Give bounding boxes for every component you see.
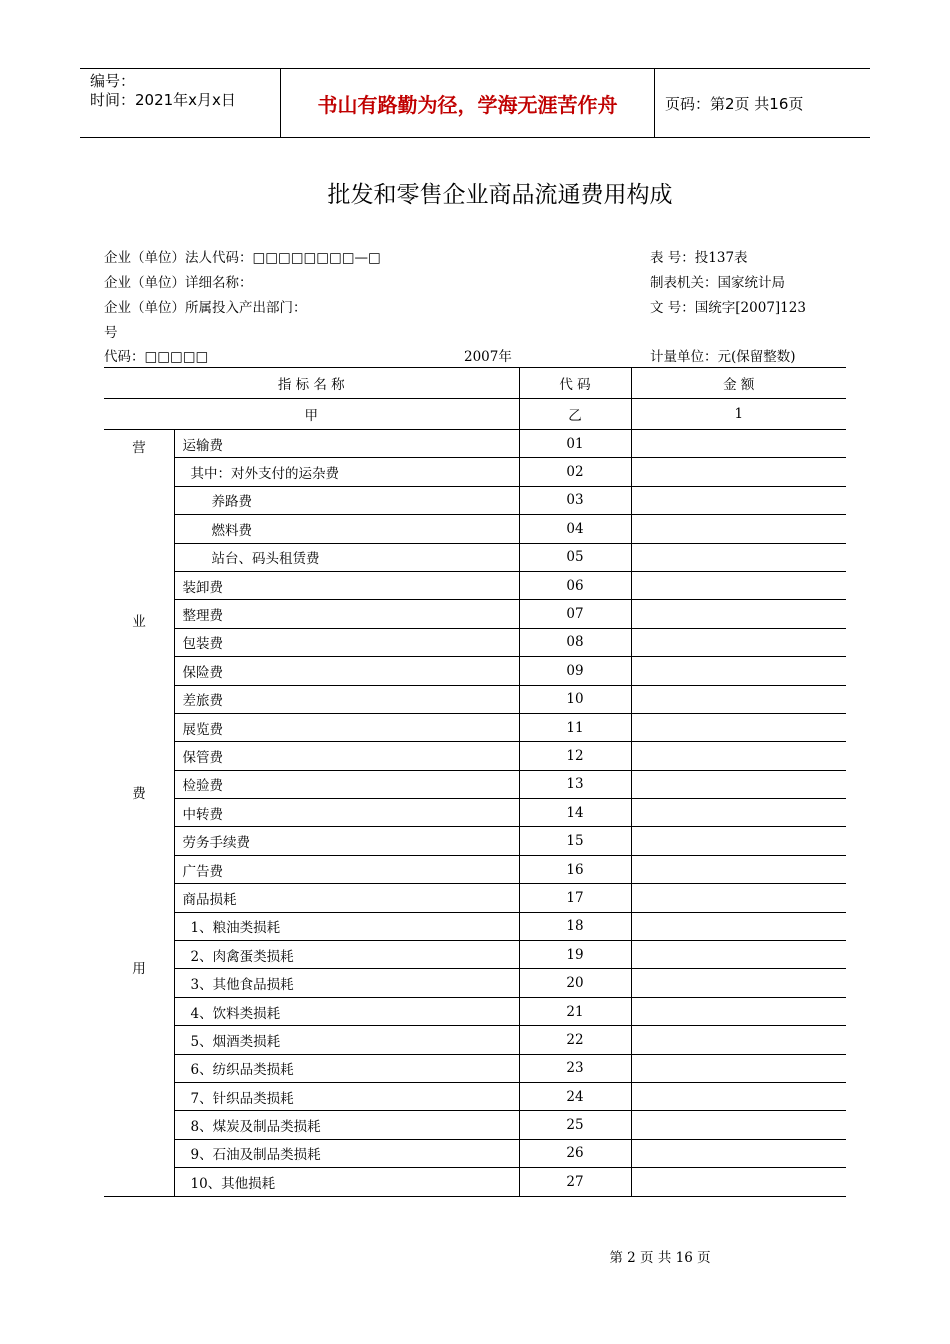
row-code: 16	[519, 855, 631, 883]
row-code: 24	[519, 1082, 631, 1110]
row-name: 劳务手续费	[174, 827, 519, 855]
row-name: 6、纺织品类损耗	[174, 1054, 519, 1082]
row-code: 20	[519, 969, 631, 997]
row-code: 13	[519, 770, 631, 798]
row-name: 燃料费	[174, 515, 519, 543]
row-code: 22	[519, 1026, 631, 1054]
row-amount[interactable]	[631, 571, 846, 599]
table-row	[104, 912, 846, 940]
row-amount[interactable]	[631, 458, 846, 486]
row-amount[interactable]	[631, 1082, 846, 1110]
legal-code: 企业（单位）法人代码：□□□□□□□□—□	[104, 250, 381, 266]
row-name: 差旅费	[174, 685, 519, 713]
table-row	[104, 600, 846, 628]
row-amount[interactable]	[631, 685, 846, 713]
row-amount[interactable]	[631, 1111, 846, 1139]
document-header	[80, 68, 870, 138]
row-name: 保险费	[174, 657, 519, 685]
table-row	[104, 430, 846, 458]
table-row	[104, 1111, 846, 1139]
row-name: 商品损耗	[174, 884, 519, 912]
row-code: 04	[519, 515, 631, 543]
table-row	[104, 571, 846, 599]
number-label: 编号：	[90, 72, 136, 90]
table-row	[104, 941, 846, 969]
page-title: 批发和零售企业商品流通费用构成	[327, 182, 673, 208]
category-char: 业	[132, 614, 146, 630]
row-name: 9、石油及制品类损耗	[174, 1139, 519, 1167]
document-number: 文 号：国统字[2007]123	[650, 300, 806, 316]
row-code: 05	[519, 543, 631, 571]
row-amount[interactable]	[631, 430, 846, 458]
row-code: 03	[519, 486, 631, 514]
category-char: 用	[132, 961, 146, 977]
row-name: 整理费	[174, 600, 519, 628]
row-code: 06	[519, 571, 631, 599]
table-row	[104, 628, 846, 656]
row-code: 11	[519, 713, 631, 741]
row-amount[interactable]	[631, 827, 846, 855]
subheader-jia: 甲	[104, 399, 519, 430]
table-row	[104, 657, 846, 685]
date-label: 时间：2021年x月x日	[90, 91, 236, 109]
row-code: 23	[519, 1054, 631, 1082]
row-name: 运输费	[174, 430, 519, 458]
row-code: 21	[519, 997, 631, 1025]
subheader-yi: 乙	[519, 399, 631, 430]
row-name: 2、肉禽蛋类损耗	[174, 941, 519, 969]
row-name: 展览费	[174, 713, 519, 741]
row-code: 10	[519, 685, 631, 713]
row-code: 12	[519, 742, 631, 770]
table-row	[104, 486, 846, 514]
header-code: 代 码	[519, 368, 631, 399]
row-amount[interactable]	[631, 799, 846, 827]
header-amount: 金 额	[631, 368, 846, 399]
row-name: 装卸费	[174, 571, 519, 599]
table-row	[104, 713, 846, 741]
row-amount[interactable]	[631, 997, 846, 1025]
row-name: 8、煤炭及制品类损耗	[174, 1111, 519, 1139]
row-amount[interactable]	[631, 884, 846, 912]
row-code: 15	[519, 827, 631, 855]
table-row	[104, 1082, 846, 1110]
row-name: 检验费	[174, 770, 519, 798]
row-amount[interactable]	[631, 855, 846, 883]
row-amount[interactable]	[631, 515, 846, 543]
category-char: 费	[132, 786, 146, 802]
row-name: 站台、码头租赁费	[174, 543, 519, 571]
department-cont: 号	[104, 325, 118, 341]
header-info	[80, 69, 281, 137]
row-amount[interactable]	[631, 969, 846, 997]
table-row	[104, 884, 846, 912]
row-amount[interactable]	[631, 657, 846, 685]
row-amount[interactable]	[631, 742, 846, 770]
detail-name: 企业（单位）详细名称：	[104, 275, 253, 291]
report-year: 2007年	[464, 349, 512, 365]
subheader-one: 1	[631, 399, 846, 430]
row-amount[interactable]	[631, 600, 846, 628]
measure-unit: 计量单位：元(保留整数)	[650, 349, 796, 365]
slogan: 书山有路勤为径，学海无涯苦作舟	[281, 69, 655, 137]
table-subheader-row	[104, 399, 846, 430]
agency: 制表机关：国家统计局	[650, 275, 785, 291]
row-amount[interactable]	[631, 1026, 846, 1054]
department: 企业（单位）所属投入产出部门：	[104, 300, 307, 316]
row-name: 包装费	[174, 628, 519, 656]
row-amount[interactable]	[631, 1054, 846, 1082]
table-row	[104, 1054, 846, 1082]
row-amount[interactable]	[631, 770, 846, 798]
category-cell	[104, 430, 174, 1197]
table-row	[104, 799, 846, 827]
table-row	[104, 770, 846, 798]
row-name: 保管费	[174, 742, 519, 770]
row-code: 02	[519, 458, 631, 486]
table-row	[104, 685, 846, 713]
row-amount[interactable]	[631, 628, 846, 656]
row-code: 14	[519, 799, 631, 827]
row-code: 09	[519, 657, 631, 685]
row-amount[interactable]	[631, 486, 846, 514]
table-body	[104, 430, 846, 1197]
page-label: 页码：第2页 共16页	[665, 94, 804, 113]
page-footer: 第 2 页 共 16 页	[609, 1250, 711, 1266]
row-code: 08	[519, 628, 631, 656]
table-row	[104, 997, 846, 1025]
row-name: 其中：对外支付的运杂费	[174, 458, 519, 486]
row-code: 25	[519, 1111, 631, 1139]
table-row	[104, 969, 846, 997]
expense-table	[104, 367, 846, 1197]
table-row	[104, 827, 846, 855]
row-name: 5、烟酒类损耗	[174, 1026, 519, 1054]
row-amount[interactable]	[631, 713, 846, 741]
row-name: 7、针织品类损耗	[174, 1082, 519, 1110]
table-header-row	[104, 368, 846, 399]
row-amount[interactable]	[631, 941, 846, 969]
row-code: 19	[519, 941, 631, 969]
row-code: 07	[519, 600, 631, 628]
table-row	[104, 1026, 846, 1054]
row-name: 养路费	[174, 486, 519, 514]
row-name: 3、其他食品损耗	[174, 969, 519, 997]
row-name: 中转费	[174, 799, 519, 827]
table-row	[104, 1139, 846, 1167]
table-row	[104, 515, 846, 543]
row-code: 01	[519, 430, 631, 458]
table-number: 表 号：投137表	[650, 250, 748, 266]
table-row	[104, 1168, 846, 1196]
table-row	[104, 543, 846, 571]
header-indicator: 指 标 名 称	[104, 368, 519, 399]
table-row	[104, 458, 846, 486]
row-code: 17	[519, 884, 631, 912]
row-name: 10、其他损耗	[174, 1168, 519, 1196]
row-name: 4、饮料类损耗	[174, 997, 519, 1025]
row-amount[interactable]	[631, 912, 846, 940]
row-name: 广告费	[174, 855, 519, 883]
table-row	[104, 742, 846, 770]
row-amount[interactable]	[631, 1139, 846, 1167]
table-row	[104, 855, 846, 883]
row-code: 18	[519, 912, 631, 940]
sector-code: 代码：□□□□□	[104, 349, 209, 365]
row-name: 1、粮油类损耗	[174, 912, 519, 940]
row-amount[interactable]	[631, 1168, 846, 1196]
row-amount[interactable]	[631, 543, 846, 571]
row-code: 27	[519, 1168, 631, 1196]
row-code: 26	[519, 1139, 631, 1167]
category-char: 营	[132, 440, 146, 456]
